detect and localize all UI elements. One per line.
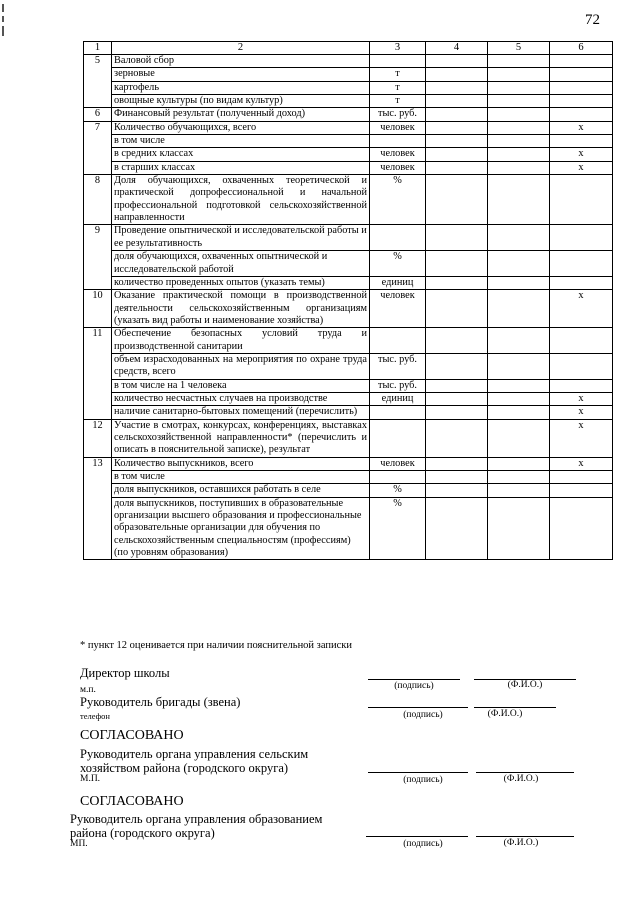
signature-line (366, 836, 468, 837)
unit-cell: человек (370, 290, 426, 328)
indicator-label: количество несчастных случаев на производстве (112, 392, 370, 405)
header-col-3: 3 (370, 42, 426, 55)
header-col-4: 4 (426, 42, 488, 55)
value-cell-5 (488, 379, 550, 392)
indicator-label: в том числе (112, 135, 370, 148)
unit-cell (370, 225, 426, 251)
indicator-label: в средних классах (112, 148, 370, 161)
value-cell-4 (426, 353, 488, 379)
value-cell-5 (488, 392, 550, 405)
value-cell-4 (426, 379, 488, 392)
page-number: 72 (585, 12, 600, 28)
table-row (84, 175, 613, 225)
unit-cell: человек (370, 161, 426, 174)
value-cell-5 (488, 419, 550, 457)
indicator-label: картофель (112, 81, 370, 94)
row-number: 7 (84, 121, 112, 174)
value-cell-5 (488, 471, 550, 484)
value-cell-5 (488, 225, 550, 251)
table-row (84, 135, 613, 148)
indicator-label: объем израсходованных на мероприятия по охране труда средств, всего (112, 353, 370, 379)
signature-caption: (подпись) (394, 681, 434, 691)
row-number: 5 (84, 55, 112, 108)
unit-cell: тыс. руб. (370, 379, 426, 392)
row-number: 10 (84, 290, 112, 328)
value-cell-4 (426, 121, 488, 134)
value-cell-4 (426, 225, 488, 251)
table-header-row (84, 42, 613, 55)
table-row (84, 484, 613, 497)
value-cell-4 (426, 148, 488, 161)
value-cell-4 (426, 161, 488, 174)
value-cell-4 (426, 108, 488, 121)
value-cell-5 (488, 290, 550, 328)
indicator-label: овощные культуры (по видам культур) (112, 95, 370, 108)
header-col-6: 6 (550, 42, 613, 55)
mark-cell (550, 471, 613, 484)
table-row (84, 148, 613, 161)
value-cell-5 (488, 276, 550, 289)
value-cell-4 (426, 471, 488, 484)
signature-line (368, 772, 468, 773)
value-cell-5 (488, 497, 550, 560)
value-cell-4 (426, 419, 488, 457)
unit-cell: % (370, 251, 426, 277)
table-row (84, 406, 613, 419)
agreed-heading: СОГЛАСОВАНО (80, 728, 184, 743)
value-cell-5 (488, 121, 550, 134)
table-row (84, 497, 613, 560)
value-cell-5 (488, 135, 550, 148)
unit-cell (370, 135, 426, 148)
mark-cell (550, 251, 613, 277)
phone-label: телефон (80, 711, 110, 721)
edu-head-line1: Руководитель органа управления образованием (70, 812, 323, 826)
mark-cell: х (550, 406, 613, 419)
value-cell-5 (488, 175, 550, 225)
name-caption: (Ф.И.О.) (487, 709, 523, 719)
indicator-label: Финансовый результат (полученный доход) (112, 108, 370, 121)
mark-cell: х (550, 457, 613, 470)
row-number: 8 (84, 175, 112, 225)
name-caption: (Ф.И.О.) (503, 774, 539, 784)
table-row (84, 419, 613, 457)
name-line (476, 772, 574, 773)
report-table-body (84, 42, 613, 560)
mark-cell (550, 497, 613, 560)
row-number: 6 (84, 108, 112, 121)
value-cell-4 (426, 328, 488, 354)
table-row (84, 276, 613, 289)
table-row (84, 471, 613, 484)
indicator-label: доля обучающихся, охваченных опытнической и исследовательской работой (112, 251, 370, 277)
table-row (84, 95, 613, 108)
table-row (84, 161, 613, 174)
value-cell-5 (488, 68, 550, 81)
table-row (84, 55, 613, 68)
mark-cell (550, 81, 613, 94)
margin-marks (0, 0, 6, 60)
value-cell-4 (426, 457, 488, 470)
table-row (84, 121, 613, 134)
value-cell-5 (488, 406, 550, 419)
mp-label: м.п. (80, 685, 96, 695)
agri-head-line1: Руководитель органа управления сельским (80, 747, 309, 761)
mp-label: М.П. (80, 774, 101, 784)
indicator-label: количество проведенных опытов (указать темы) (112, 276, 370, 289)
value-cell-5 (488, 353, 550, 379)
unit-cell: человек (370, 121, 426, 134)
header-col-2: 2 (112, 42, 370, 55)
mark-cell: х (550, 161, 613, 174)
name-caption: (Ф.И.О.) (503, 838, 539, 848)
agri-head-line2: хозяйством района (городского округа) (80, 761, 289, 775)
indicator-label: в том числе (112, 471, 370, 484)
mark-cell (550, 135, 613, 148)
mark-cell (550, 225, 613, 251)
signature-caption: (подпись) (403, 839, 443, 849)
indicator-label: в том числе на 1 человека (112, 379, 370, 392)
indicator-label: Оказание практической помощи в производственной деятельности сельскохозяйственным организациям (указать вид работы и наименование хозяйства) (112, 290, 370, 328)
value-cell-4 (426, 276, 488, 289)
footnote: * пункт 12 оценивается при наличии пояснительной записки (80, 640, 352, 651)
unit-cell: тыс. руб. (370, 353, 426, 379)
table-row (84, 328, 613, 354)
unit-cell: человек (370, 457, 426, 470)
mark-cell (550, 95, 613, 108)
mark-cell (550, 108, 613, 121)
indicator-label: Проведение опытнической и исследовательской работы и ее результативность (112, 225, 370, 251)
signature-caption: (подпись) (403, 710, 443, 720)
header-col-5: 5 (488, 42, 550, 55)
value-cell-5 (488, 251, 550, 277)
indicator-label: Валовой сбор (112, 55, 370, 68)
table-row (84, 290, 613, 328)
mark-cell: х (550, 392, 613, 405)
director-label: Директор школы (80, 666, 170, 680)
signature-caption: (подпись) (403, 775, 443, 785)
row-number: 9 (84, 225, 112, 290)
name-line (474, 707, 556, 708)
value-cell-4 (426, 135, 488, 148)
value-cell-5 (488, 484, 550, 497)
unit-cell: единиц (370, 392, 426, 405)
value-cell-4 (426, 175, 488, 225)
value-cell-5 (488, 95, 550, 108)
row-number: 12 (84, 419, 112, 457)
unit-cell: % (370, 484, 426, 497)
indicator-label: зерновые (112, 68, 370, 81)
value-cell-4 (426, 484, 488, 497)
unit-cell (370, 406, 426, 419)
unit-cell: единиц (370, 276, 426, 289)
brigade-head-label: Руководитель бригады (звена) (80, 695, 241, 709)
row-number: 13 (84, 457, 112, 560)
mark-cell: х (550, 419, 613, 457)
value-cell-4 (426, 81, 488, 94)
mark-cell (550, 175, 613, 225)
unit-cell (370, 55, 426, 68)
unit-cell: тыс. руб. (370, 108, 426, 121)
value-cell-4 (426, 392, 488, 405)
signature-line (368, 707, 468, 708)
edu-head-line2: района (городского округа) (70, 826, 215, 840)
table-row (84, 68, 613, 81)
mark-cell (550, 353, 613, 379)
table-row (84, 251, 613, 277)
unit-cell: % (370, 497, 426, 560)
indicator-label: Обеспечение безопасных условий труда и производственной санитарии (112, 328, 370, 354)
mark-cell: х (550, 121, 613, 134)
indicator-label: Доля обучающихся, охваченных теоретической и практической допрофессиональной и начальной профессиональной подготовкой сельскохозяйственной направленности (112, 175, 370, 225)
value-cell-4 (426, 406, 488, 419)
indicator-label: Количество обучающихся, всего (112, 121, 370, 134)
mark-cell (550, 379, 613, 392)
row-number: 11 (84, 328, 112, 419)
table-row (84, 225, 613, 251)
value-cell-5 (488, 55, 550, 68)
indicator-label: Количество выпускников, всего (112, 457, 370, 470)
mark-cell (550, 276, 613, 289)
value-cell-4 (426, 497, 488, 560)
unit-cell (370, 419, 426, 457)
unit-cell: т (370, 81, 426, 94)
value-cell-5 (488, 148, 550, 161)
value-cell-5 (488, 161, 550, 174)
table-row (84, 81, 613, 94)
value-cell-5 (488, 328, 550, 354)
mark-cell (550, 328, 613, 354)
table-row (84, 108, 613, 121)
value-cell-4 (426, 95, 488, 108)
unit-cell (370, 471, 426, 484)
name-caption: (Ф.И.О.) (507, 680, 543, 690)
header-col-1: 1 (84, 42, 112, 55)
mark-cell (550, 55, 613, 68)
unit-cell: человек (370, 148, 426, 161)
unit-cell: т (370, 95, 426, 108)
signature-line (368, 679, 460, 680)
value-cell-5 (488, 81, 550, 94)
mark-cell (550, 484, 613, 497)
indicator-label: доля выпускников, поступивших в образовательные организации высшего образования и профессиональные образовательные организации для обучения по сельскохозяйственным специальностям (профессиям) (по уровням образования) (112, 497, 370, 560)
table-row (84, 379, 613, 392)
report-table (83, 41, 613, 560)
agreed-heading: СОГЛАСОВАНО (80, 794, 184, 809)
name-line (476, 836, 574, 837)
table-row (84, 392, 613, 405)
table-row (84, 353, 613, 379)
indicator-label: Участие в смотрах, конкурсах, конференциях, выставках сельскохозяйственной направленности* (перечислить и описать в пояснительной записке), результат (112, 419, 370, 457)
value-cell-5 (488, 457, 550, 470)
table-row (84, 457, 613, 470)
value-cell-4 (426, 55, 488, 68)
unit-cell (370, 328, 426, 354)
value-cell-4 (426, 290, 488, 328)
value-cell-4 (426, 251, 488, 277)
unit-cell: т (370, 68, 426, 81)
unit-cell: % (370, 175, 426, 225)
mark-cell: х (550, 148, 613, 161)
mp-label: МП. (70, 839, 88, 849)
indicator-label: доля выпускников, оставшихся работать в селе (112, 484, 370, 497)
value-cell-5 (488, 108, 550, 121)
indicator-label: в старших классах (112, 161, 370, 174)
mark-cell (550, 68, 613, 81)
indicator-label: наличие санитарно-бытовых помещений (перечислить) (112, 406, 370, 419)
value-cell-4 (426, 68, 488, 81)
mark-cell: х (550, 290, 613, 328)
